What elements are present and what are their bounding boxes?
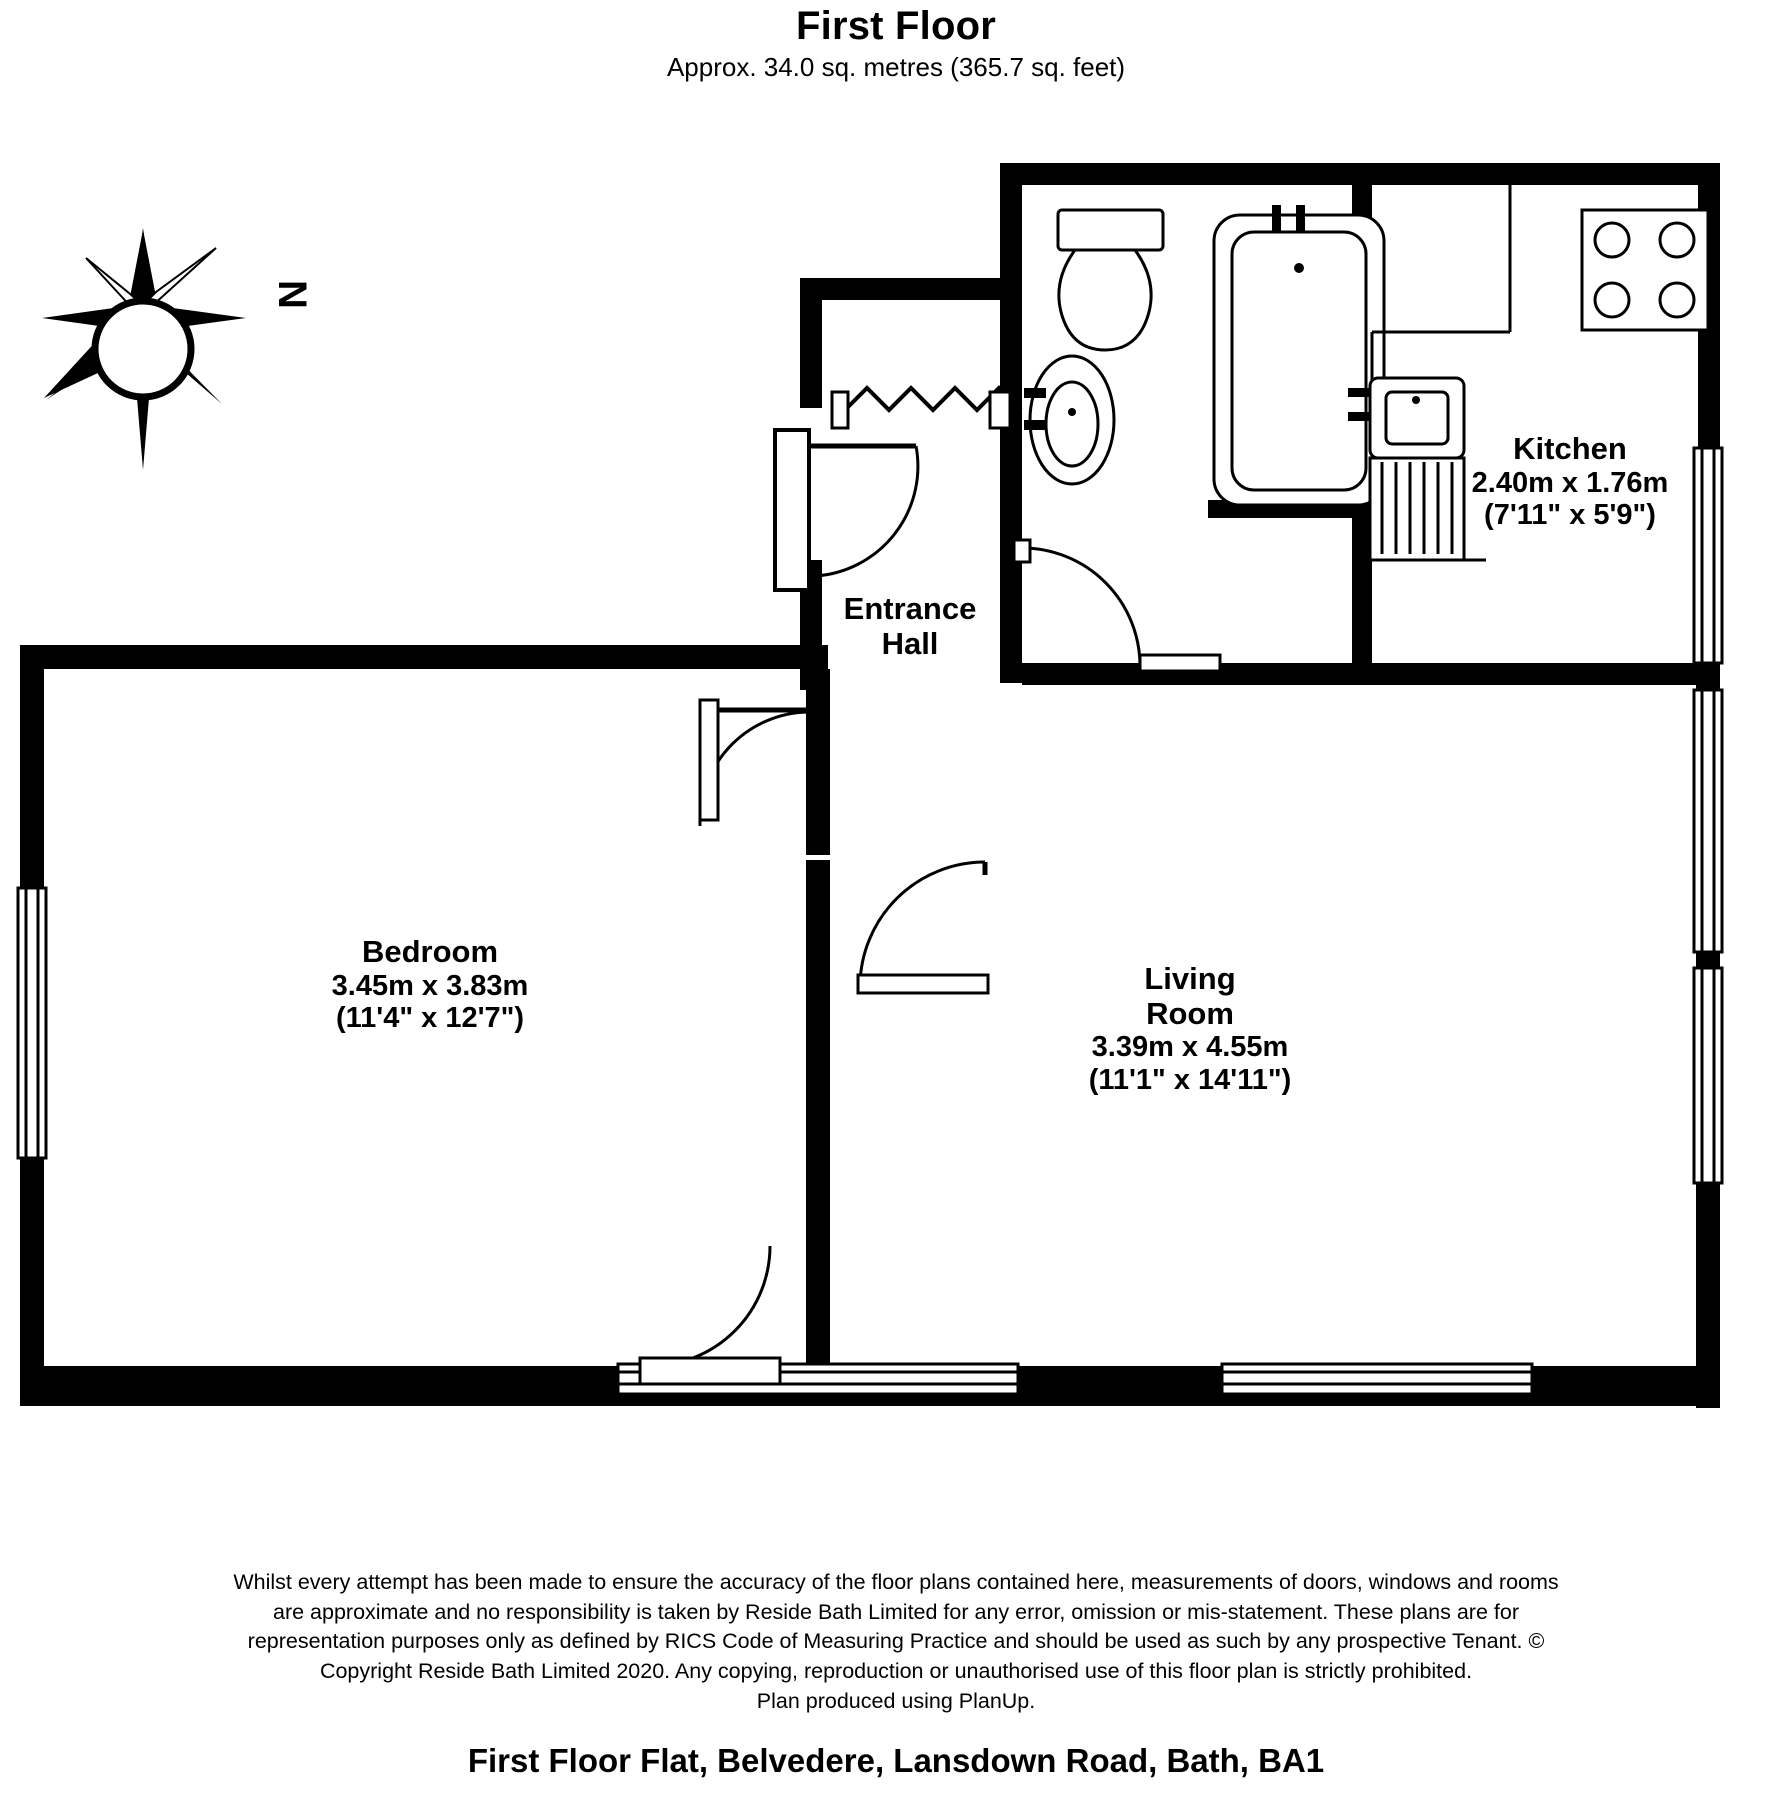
property-address: First Floor Flat, Belvedere, Lansdown Road, Bath, BA1 [467, 1742, 1325, 1779]
disclaimer-line-4: Copyright Reside Bath Limited 2020. Any copying, reproduction or unauthorised use of this floor plan is strictly prohibited. [319, 1658, 1473, 1683]
doors [640, 388, 1220, 1384]
compass-rose [42, 228, 314, 470]
bathroom-fixtures [1024, 205, 1384, 505]
page-subtitle: Approx. 34.0 sq. metres (365.7 sq. feet) [666, 52, 1126, 82]
toilet-bowl-icon [1059, 250, 1151, 350]
disclaimer-line-2: are approximate and no responsibility is taken by Reside Bath Limited for any error, omission or mis-statement. These plans are for [272, 1599, 1519, 1624]
windows [18, 448, 1722, 1394]
room-label-entrance-hall: Entrance Hall [843, 591, 977, 661]
disclaimer-line-3: representation purposes only as defined by RICS Code of Measuring Practice and should be used as such by any prospective Tenant. © [247, 1629, 1545, 1654]
walls [20, 163, 1720, 1408]
room-label-living-room: Living Room 3.39m x 4.55m (11'1" x 14'11") [1088, 961, 1292, 1096]
page-title: First Floor [796, 4, 996, 48]
disclaimer-line-1: Whilst every attempt has been made to ensure the accuracy of the floor plans contained here, measurements of doors, windows and rooms [233, 1570, 1559, 1594]
toilet-cistern-icon [1058, 210, 1163, 250]
compass-north-label: N [270, 280, 314, 309]
disclaimer-line-5: Plan produced using PlanUp. [756, 1688, 1036, 1713]
room-label-bedroom: Bedroom 3.45m x 3.83m (11'4" x 12'7") [331, 934, 529, 1035]
disclaimer-text [0, 1568, 1792, 1716]
room-label-kitchen: Kitchen 2.40m x 1.76m (7'11" x 5'9") [1471, 431, 1669, 532]
